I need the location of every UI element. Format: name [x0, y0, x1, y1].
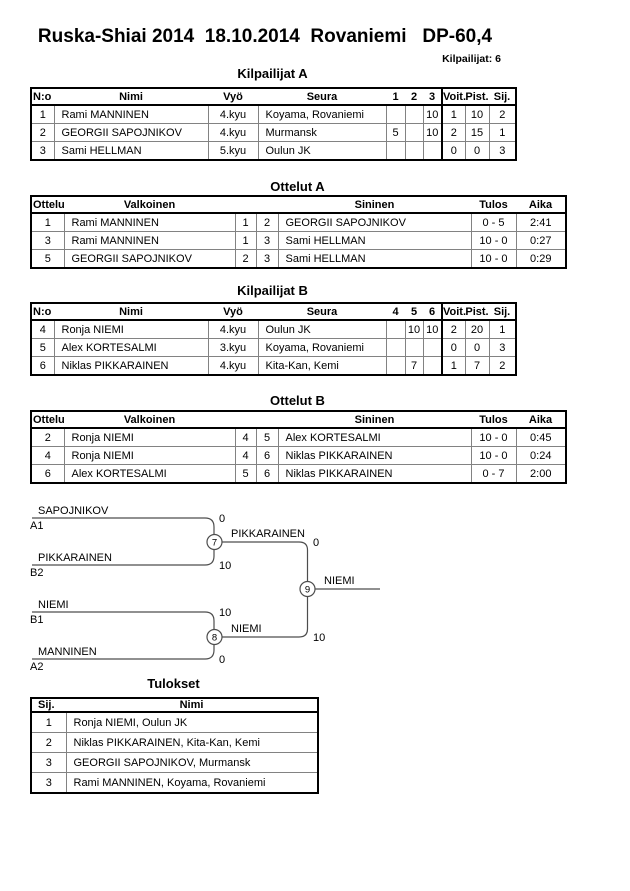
cell-match6 [423, 339, 442, 357]
page-title: Ruska-Shiai 2014 18.10.2014 Rovaniemi DP-60,4 [37, 26, 493, 47]
bracket-match8-number: 8 [211, 632, 218, 644]
bracket-final-winner-name: NIEMI [324, 575, 355, 587]
cell-nimi: Rami MANNINEN [54, 105, 208, 124]
cell-nimi: Niklas PIKKARAINEN, Kita-Kan, Kemi [66, 733, 318, 753]
cell-match1 [386, 105, 405, 124]
cell-nimi: Niklas PIKKARAINEN [54, 357, 208, 376]
cell-nimi: Rami MANNINEN, Koyama, Rovaniemi [66, 773, 318, 794]
cell-voit: 0 [442, 142, 465, 161]
kilpailijat-b-table [30, 302, 517, 376]
col-header-sij: Sij. [489, 88, 516, 105]
cell-blue-no: 5 [256, 428, 278, 447]
col-header-aika: Aika [516, 411, 566, 428]
cell-nimi: GEORGII SAPOJNIKOV [54, 124, 208, 142]
col-header-valkoinen: Valkoinen [64, 411, 235, 428]
cell-ottelu: 5 [31, 250, 64, 269]
col-header-tulos: Tulos [471, 196, 516, 213]
cell-aika: 0:24 [516, 447, 566, 465]
cell-ottelu: 2 [31, 428, 64, 447]
cell-sij: 3 [489, 339, 516, 357]
table-header-row [31, 698, 318, 712]
cell-match3: 10 [423, 124, 442, 142]
cell-match6 [423, 357, 442, 376]
section-title-kilpailijat-a: Kilpailijat A [237, 66, 308, 81]
cell-match1 [386, 142, 405, 161]
bracket-slot-b2-name: PIKKARAINEN [38, 552, 112, 564]
bracket-semi1-winner-score: 0 [313, 537, 320, 549]
table-row [31, 357, 516, 376]
cell-sininen: Alex KORTESALMI [278, 428, 471, 447]
cell-tulos: 10 - 0 [471, 447, 516, 465]
bracket-slot-b2-seed: B2 [30, 567, 44, 579]
kilpailijat-a-table [30, 87, 517, 161]
cell-no: 6 [31, 357, 54, 376]
bracket-slot-a2-seed: A2 [30, 661, 44, 673]
col-header-aika: Aika [516, 196, 566, 213]
table-row [31, 712, 318, 733]
cell-pist: 20 [465, 320, 489, 339]
cell-white-no: 5 [235, 465, 256, 484]
cell-voit: 2 [442, 124, 465, 142]
bracket-line-b1 [32, 612, 214, 629]
cell-match5 [405, 339, 423, 357]
table-header-row [31, 303, 516, 320]
cell-tulos: 10 - 0 [471, 428, 516, 447]
cell-voit: 1 [442, 357, 465, 376]
table-row [31, 465, 566, 484]
bracket-match7-number: 7 [211, 537, 218, 549]
table-row [31, 213, 566, 232]
cell-seura: Kita-Kan, Kemi [258, 357, 386, 376]
cell-valkoinen: Alex KORTESALMI [64, 465, 235, 484]
col-header-match1: 1 [386, 88, 405, 105]
cell-ottelu: 6 [31, 465, 64, 484]
cell-match4 [386, 320, 405, 339]
cell-seura: Murmansk [258, 124, 386, 142]
cell-sininen: Sami HELLMAN [278, 232, 471, 250]
cell-seura: Oulun JK [258, 320, 386, 339]
cell-match5: 10 [405, 320, 423, 339]
col-header-spacer1 [235, 411, 256, 428]
col-header-spacer2 [256, 196, 278, 213]
cell-sij: 3 [489, 142, 516, 161]
cell-match6: 10 [423, 320, 442, 339]
cell-aika: 0:29 [516, 250, 566, 269]
col-header-seura: Seura [258, 303, 386, 320]
bracket-slot-a1-score: 0 [219, 513, 226, 525]
cell-aika: 0:27 [516, 232, 566, 250]
cell-tulos: 10 - 0 [471, 232, 516, 250]
cell-no: 4 [31, 320, 54, 339]
bracket-semi2-winner-score: 10 [313, 632, 326, 644]
table-row [31, 753, 318, 773]
section-title-kilpailijat-b: Kilpailijat B [237, 283, 308, 298]
cell-valkoinen: Ronja NIEMI [64, 447, 235, 465]
cell-sij: 1 [31, 712, 66, 733]
cell-sij: 3 [31, 773, 66, 794]
col-header-vyo: Vyö [208, 303, 258, 320]
cell-vyo: 4.kyu [208, 357, 258, 376]
cell-match4 [386, 357, 405, 376]
col-header-voit: Voit. [442, 88, 465, 105]
cell-match2 [405, 142, 423, 161]
cell-sij: 3 [31, 753, 66, 773]
cell-sij: 2 [489, 357, 516, 376]
cell-nimi: Ronja NIEMI, Oulun JK [66, 712, 318, 733]
cell-white-no: 4 [235, 447, 256, 465]
col-header-ottelu: Ottelu [31, 411, 64, 428]
col-header-spacer1 [235, 196, 256, 213]
col-header-match5: 5 [405, 303, 423, 320]
col-header-voit: Voit. [442, 303, 465, 320]
cell-sij: 1 [489, 320, 516, 339]
section-title-ottelut-b: Ottelut B [270, 393, 325, 408]
table-row [31, 733, 318, 753]
col-header-match2: 2 [405, 88, 423, 105]
col-header-match3: 3 [423, 88, 442, 105]
table-header-row [31, 196, 566, 213]
col-header-valkoinen: Valkoinen [64, 196, 235, 213]
cell-nimi: Alex KORTESALMI [54, 339, 208, 357]
ottelut-b-table [30, 410, 567, 484]
cell-white-no: 1 [235, 232, 256, 250]
bracket-slot-a2-name: MANNINEN [38, 646, 97, 658]
cell-match5: 7 [405, 357, 423, 376]
table-header-row [31, 411, 566, 428]
cell-aika: 2:00 [516, 465, 566, 484]
bracket-semi1-winner-name: PIKKARAINEN [231, 528, 305, 540]
table-row [31, 105, 516, 124]
competitors-count: Kilpailijat: 6 [442, 53, 501, 65]
col-header-match6: 6 [423, 303, 442, 320]
cell-blue-no: 6 [256, 465, 278, 484]
bracket-slot-a1-seed: A1 [30, 520, 44, 532]
cell-vyo: 4.kyu [208, 105, 258, 124]
cell-sij: 2 [489, 105, 516, 124]
col-header-spacer2 [256, 411, 278, 428]
table-row [31, 232, 566, 250]
cell-white-no: 4 [235, 428, 256, 447]
table-row [31, 428, 566, 447]
col-header-no: N:o [31, 88, 54, 105]
cell-pist: 10 [465, 105, 489, 124]
cell-ottelu: 4 [31, 447, 64, 465]
section-title-tulokset: Tulokset [147, 676, 200, 691]
bracket-slot-b1-name: NIEMI [38, 599, 69, 611]
col-header-nimi: Nimi [54, 88, 208, 105]
col-header-pist: Pist. [465, 303, 489, 320]
col-header-sininen: Sininen [278, 411, 471, 428]
bracket-line-a1 [32, 518, 214, 534]
table-header-row [31, 88, 516, 105]
cell-no: 1 [31, 105, 54, 124]
col-header-nimi: Nimi [66, 698, 318, 712]
cell-nimi: Ronja NIEMI [54, 320, 208, 339]
cell-sininen: Sami HELLMAN [278, 250, 471, 269]
bracket-slot-a2-score: 0 [219, 654, 226, 666]
cell-sininen: Niklas PIKKARAINEN [278, 447, 471, 465]
bracket-line-semi1-winner [222, 542, 308, 581]
col-header-sininen: Sininen [278, 196, 471, 213]
bracket-slot-b1-seed: B1 [30, 614, 44, 626]
cell-voit: 2 [442, 320, 465, 339]
cell-valkoinen: Rami MANNINEN [64, 232, 235, 250]
cell-no: 3 [31, 142, 54, 161]
col-header-nimi: Nimi [54, 303, 208, 320]
cell-vyo: 5.kyu [208, 142, 258, 161]
cell-tulos: 0 - 5 [471, 213, 516, 232]
cell-sininen: Niklas PIKKARAINEN [278, 465, 471, 484]
bracket-slot-b1-score: 10 [219, 607, 232, 619]
table-row [31, 320, 516, 339]
table-row [31, 142, 516, 161]
bracket-slot-a1-name: SAPOJNIKOV [38, 505, 109, 517]
cell-white-no: 2 [235, 250, 256, 269]
cell-voit: 0 [442, 339, 465, 357]
cell-match3: 10 [423, 105, 442, 124]
col-header-tulos: Tulos [471, 411, 516, 428]
col-header-vyo: Vyö [208, 88, 258, 105]
cell-ottelu: 1 [31, 213, 64, 232]
ottelut-a-table [30, 195, 567, 269]
cell-vyo: 4.kyu [208, 124, 258, 142]
cell-voit: 1 [442, 105, 465, 124]
cell-match2 [405, 124, 423, 142]
tulokset-table [30, 697, 319, 794]
cell-seura: Koyama, Rovaniemi [258, 105, 386, 124]
cell-tulos: 0 - 7 [471, 465, 516, 484]
cell-seura: Koyama, Rovaniemi [258, 339, 386, 357]
cell-tulos: 10 - 0 [471, 250, 516, 269]
table-row [31, 773, 318, 794]
cell-match1: 5 [386, 124, 405, 142]
table-row [31, 124, 516, 142]
cell-ottelu: 3 [31, 232, 64, 250]
col-header-sij: Sij. [489, 303, 516, 320]
col-header-pist: Pist. [465, 88, 489, 105]
table-row [31, 250, 566, 269]
cell-blue-no: 2 [256, 213, 278, 232]
cell-pist: 7 [465, 357, 489, 376]
cell-aika: 2:41 [516, 213, 566, 232]
col-header-sij: Sij. [31, 698, 66, 712]
col-header-match4: 4 [386, 303, 405, 320]
table-row [31, 447, 566, 465]
cell-valkoinen: Rami MANNINEN [64, 213, 235, 232]
cell-vyo: 4.kyu [208, 320, 258, 339]
cell-white-no: 1 [235, 213, 256, 232]
col-header-ottelu: Ottelu [31, 196, 64, 213]
cell-aika: 0:45 [516, 428, 566, 447]
bracket-slot-b2-score: 10 [219, 560, 232, 572]
cell-pist: 15 [465, 124, 489, 142]
cell-no: 2 [31, 124, 54, 142]
section-title-ottelut-a: Ottelut A [270, 179, 325, 194]
cell-blue-no: 3 [256, 232, 278, 250]
cell-blue-no: 3 [256, 250, 278, 269]
col-header-seura: Seura [258, 88, 386, 105]
cell-valkoinen: GEORGII SAPOJNIKOV [64, 250, 235, 269]
cell-blue-no: 6 [256, 447, 278, 465]
cell-nimi: Sami HELLMAN [54, 142, 208, 161]
cell-nimi: GEORGII SAPOJNIKOV, Murmansk [66, 753, 318, 773]
cell-seura: Oulun JK [258, 142, 386, 161]
cell-pist: 0 [465, 142, 489, 161]
bracket-semi2-winner-name: NIEMI [231, 623, 262, 635]
cell-valkoinen: Ronja NIEMI [64, 428, 235, 447]
col-header-no: N:o [31, 303, 54, 320]
cell-match3 [423, 142, 442, 161]
cell-sij: 1 [489, 124, 516, 142]
cell-no: 5 [31, 339, 54, 357]
cell-match4 [386, 339, 405, 357]
cell-vyo: 3.kyu [208, 339, 258, 357]
cell-pist: 0 [465, 339, 489, 357]
cell-match2 [405, 105, 423, 124]
bracket-match9-number: 9 [304, 584, 311, 596]
medal-bracket [0, 495, 630, 680]
cell-sininen: GEORGII SAPOJNIKOV [278, 213, 471, 232]
cell-sij: 2 [31, 733, 66, 753]
table-row [31, 339, 516, 357]
